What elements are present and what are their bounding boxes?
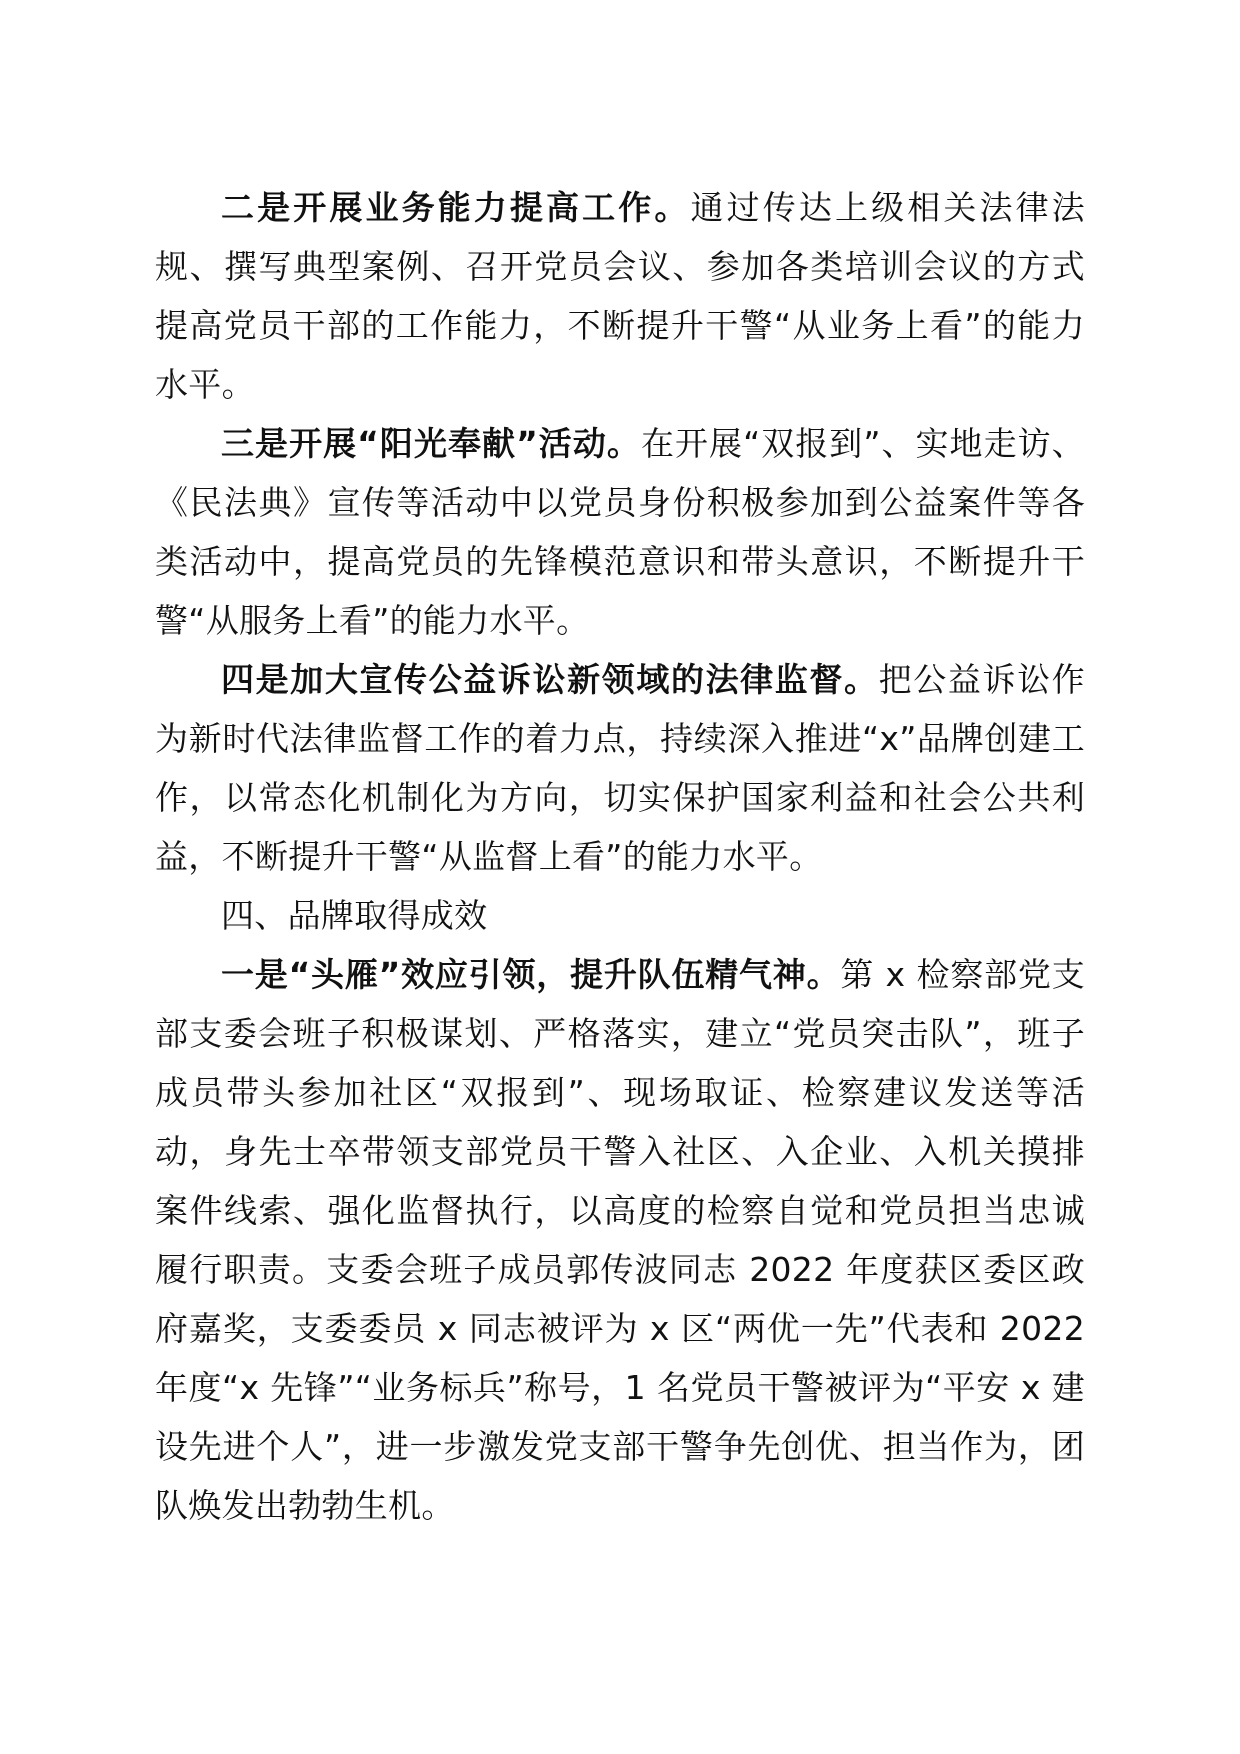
paragraph-lead: 二是开展业务能力提高工作。 bbox=[221, 188, 691, 227]
paragraph-lead: 三是开展“阳光奉献”活动。 bbox=[221, 424, 641, 463]
paragraph-public-interest-litigation bbox=[155, 650, 1085, 886]
paragraph-text: 在开展“双报到”、实地走访、《民法典》宣传等活动中以党员身份积极参加到公益案件等各类活动中，提高党员的先锋模范意识和带头意识，不断提升干警“从服务上看”的能力水平。 bbox=[155, 424, 1085, 640]
section-heading: 四、品牌取得成效 bbox=[221, 896, 488, 935]
paragraph-text: 第 x 检察部党支部支委会班子积极谋划、严格落实，建立“党员突击队”，班子成员带头参加社区“双报到”、现场取证、检察建议发送等活动，身先士卒带领支部党员干警入社区、入企业、入机关摸排案件线索、强化监督执行，以高度的检察自觉和党员担当忠诚履行职责。支委会班子成员郭传波同志 2022 年度获区委区政府嘉奖，支委委员 x 同志被评为 x 区“两优一先”代表和 2022 年度“x 先锋”“业务标兵”称号，1 名党员干警被评为“平安 x 建设先进个人”，进一步激发党支部干警争先创优、担当作为，团队焕发出勃勃生机。 bbox=[155, 955, 1086, 1525]
paragraph-business-ability bbox=[155, 178, 1085, 414]
paragraph-lead: 一是“头雁”效应引领，提升队伍精气神。 bbox=[221, 955, 841, 994]
paragraph-text: 把公益诉讼作为新时代法律监督工作的着力点，持续深入推进“x”品牌创建工作，以常态化机制化为方向，切实保护国家利益和社会公共利益，不断提升干警“从监督上看”的能力水平。 bbox=[155, 660, 1085, 876]
paragraph-sunshine-dedication bbox=[155, 414, 1085, 650]
document-body bbox=[155, 178, 1085, 1535]
paragraph-text: 通过传达上级相关法律法规、撰写典型案例、召开党员会议、参加各类培训会议的方式提高党员干部的工作能力，不断提升干警“从业务上看”的能力水平。 bbox=[155, 188, 1085, 404]
paragraph-lead-goose-effect bbox=[155, 945, 1085, 1535]
paragraph-lead: 四是加大宣传公益诉讼新领域的法律监督。 bbox=[221, 660, 879, 699]
